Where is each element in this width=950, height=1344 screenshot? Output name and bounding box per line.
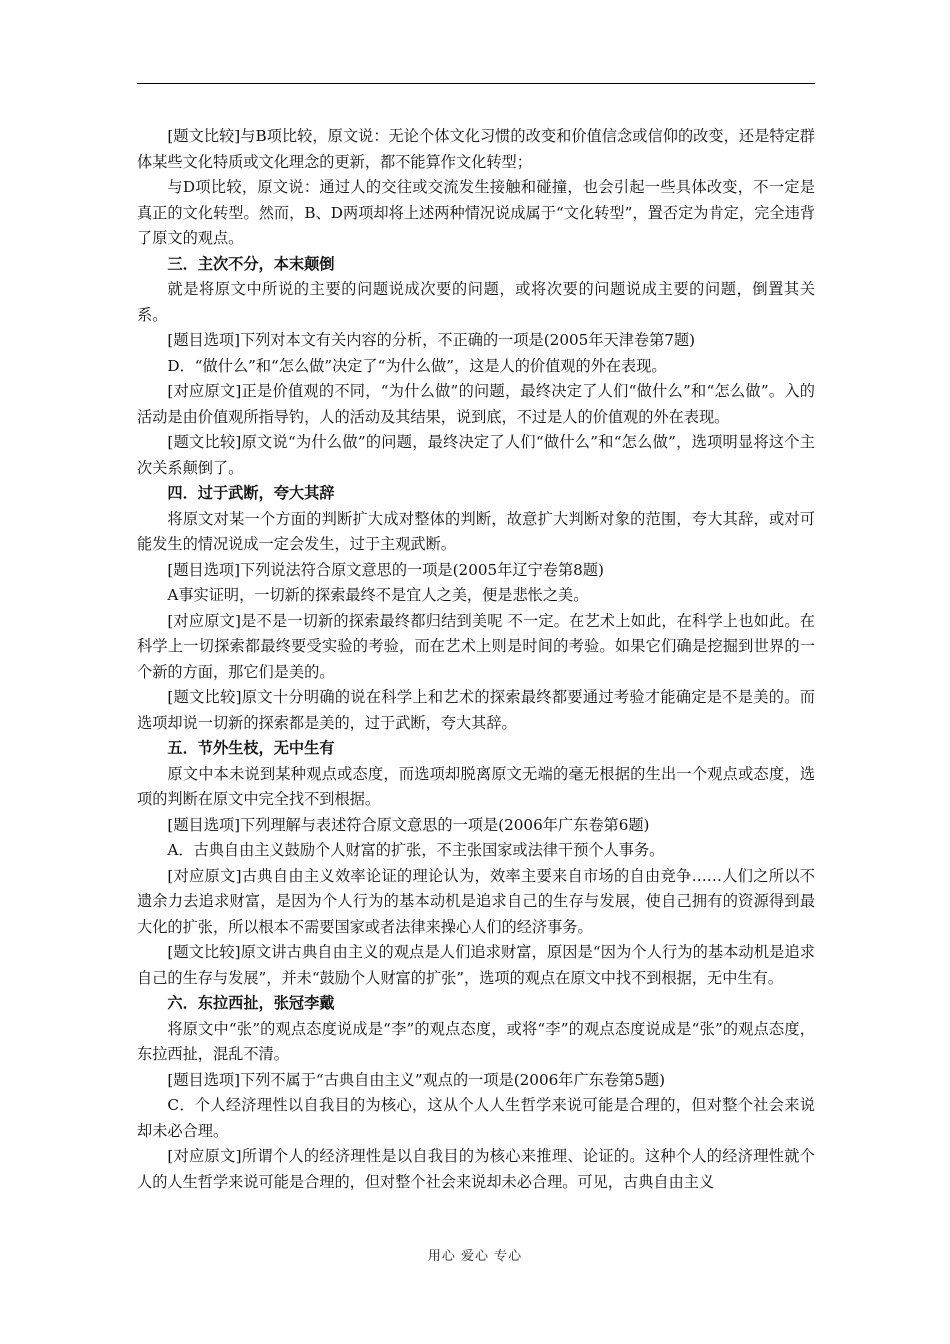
header-rule xyxy=(137,83,815,84)
body-paragraph: [题目选项]下列说法符合原文意思的一项是(2005年辽宁卷第8题) xyxy=(167,560,604,579)
body-paragraph: [对应原文]是不是一切新的探索最终都归结到美呢 不一定。在艺术上如此，在科学上也如此。在科学上一切探索都最终要受实验的考验，而在艺术上则是时间的考验。如果它们确是挖掘到世界的一个新的方面，那它们是美的。 xyxy=(137,611,815,681)
document-body xyxy=(137,124,815,1195)
body-paragraph: [题文比较]原文讲古典自由主义的观点是人们追求财富，原因是“因为个人行为的基本动机是追求自己的生存与发展”，并未“鼓励个人财富的扩张”，选项的观点在原文中找不到根据，无中生有。 xyxy=(137,943,815,987)
body-paragraph: A．古典自由主义鼓励个人财富的扩张，不主张国家或法律干预个人事务。 xyxy=(167,841,665,859)
body-paragraph: [题目选项]下列理解与表述符合原文意思的一项是(2006年广东卷第6题) xyxy=(167,815,650,834)
body-paragraph: [题目选项]下列不属于“古典自由主义”观点的一项是(2006年广东卷第5题) xyxy=(167,1070,665,1089)
body-paragraph: [对应原文]古典自由主义效率论证的理论认为，效率主要来自市场的自由竞争……人们之所以不遗余力去追求财富，是因为个人行为的基本动机是追求自己的生存与发展，使自己拥有的资源得到最大化的扩张，所以根本不需要国家或者法律来操心人们的经济事务。 xyxy=(137,866,815,936)
body-paragraph: D．“做什么”和“怎么做”决定了“为什么做”，这是人的价值观的外在表现。 xyxy=(167,356,667,375)
body-paragraph: 将原文对某一个方面的判断扩大成对整体的判断，故意扩大判断对象的范围，夸大其辞，或对可能发生的情况说成一定会发生，过于主观武断。 xyxy=(137,509,815,553)
body-paragraph: 将原文中“张”的观点态度说成是“李”的观点态度，或将“李”的观点态度说成是“张”的观点态度，东拉西扯，混乱不清。 xyxy=(137,1019,815,1063)
body-paragraph: [题文比较]原文说“为什么做”的问题，最终决定了人们“做什么”和“怎么做”，选项明显将这个主次关系颠倒了。 xyxy=(137,433,815,477)
body-paragraph: C．个人经济理性以自我目的为核心，这从个人人生哲学来说可能是合理的，但对整个社会来说却未必合理。 xyxy=(137,1096,815,1140)
body-paragraph: A事实证明，一切新的探索最终不是宜人之美，便是悲怅之美。 xyxy=(167,586,589,604)
body-paragraph: 原文中本未说到某种观点或态度，而选项却脱离原文无端的毫无根据的生出一个观点或态度，选项的判断在原文中完全找不到根据。 xyxy=(137,764,815,808)
body-paragraph: [对应原文]正是价值观的不同，“为什么做”的问题，最终决定了人们“做什么”和“怎么做”。入的活动是由价值观所指导钓，人的活动及其结果，说到底，不过是人的价值观的外在表现。 xyxy=(137,382,815,426)
body-paragraph: 就是将原文中所说的主要的问题说成次要的问题，或将次要的问题说成主要的问题，倒置其关系。 xyxy=(137,280,815,324)
section-heading: 三．主次不分，本末颠倒 xyxy=(167,254,335,273)
section-heading: 四．过于武断，夸大其辞 xyxy=(167,484,335,502)
body-paragraph: [题文比较]与B项比较，原文说：无论个体文化习惯的改变和价值信念或信仰的改变，还是特定群体某些文化特质或文化理念的更新，都不能算作文化转型； xyxy=(137,127,815,171)
section-heading: 五．节外生枝，无中生有 xyxy=(167,739,335,757)
page-footer: 用心 爱心 专心 xyxy=(427,1249,523,1264)
body-paragraph: [题目选项]下列对本文有关内容的分析，不正确的一项是(2005年天津卷第7题) xyxy=(167,331,696,349)
body-paragraph: [对应原文]所谓个人的经济理性是以自我目的为核心来推理、论证的。这种个人的经济理性就个人的人生哲学来说可能是合理的，但对整个社会来说却未必合理。可见，古典自由主义 xyxy=(137,1147,815,1191)
body-paragraph: [题文比较]原文十分明确的说在科学上和艺术的探索最终都要通过考验才能确定是不是美的。而选项却说一切新的探索都是美的，过于武断，夸大其辞。 xyxy=(137,688,815,732)
section-heading: 六．东拉西扯，张冠李戴 xyxy=(167,994,335,1012)
body-paragraph: 与D项比较，原文说：通过人的交往或交流发生接触和碰撞，也会引起一些具体改变，不一定是真正的文化转型。然而，B、D两项却将上述两种情况说成属于“文化转型”，置否定为肯定，完全违背了原文的观点。 xyxy=(137,178,815,247)
